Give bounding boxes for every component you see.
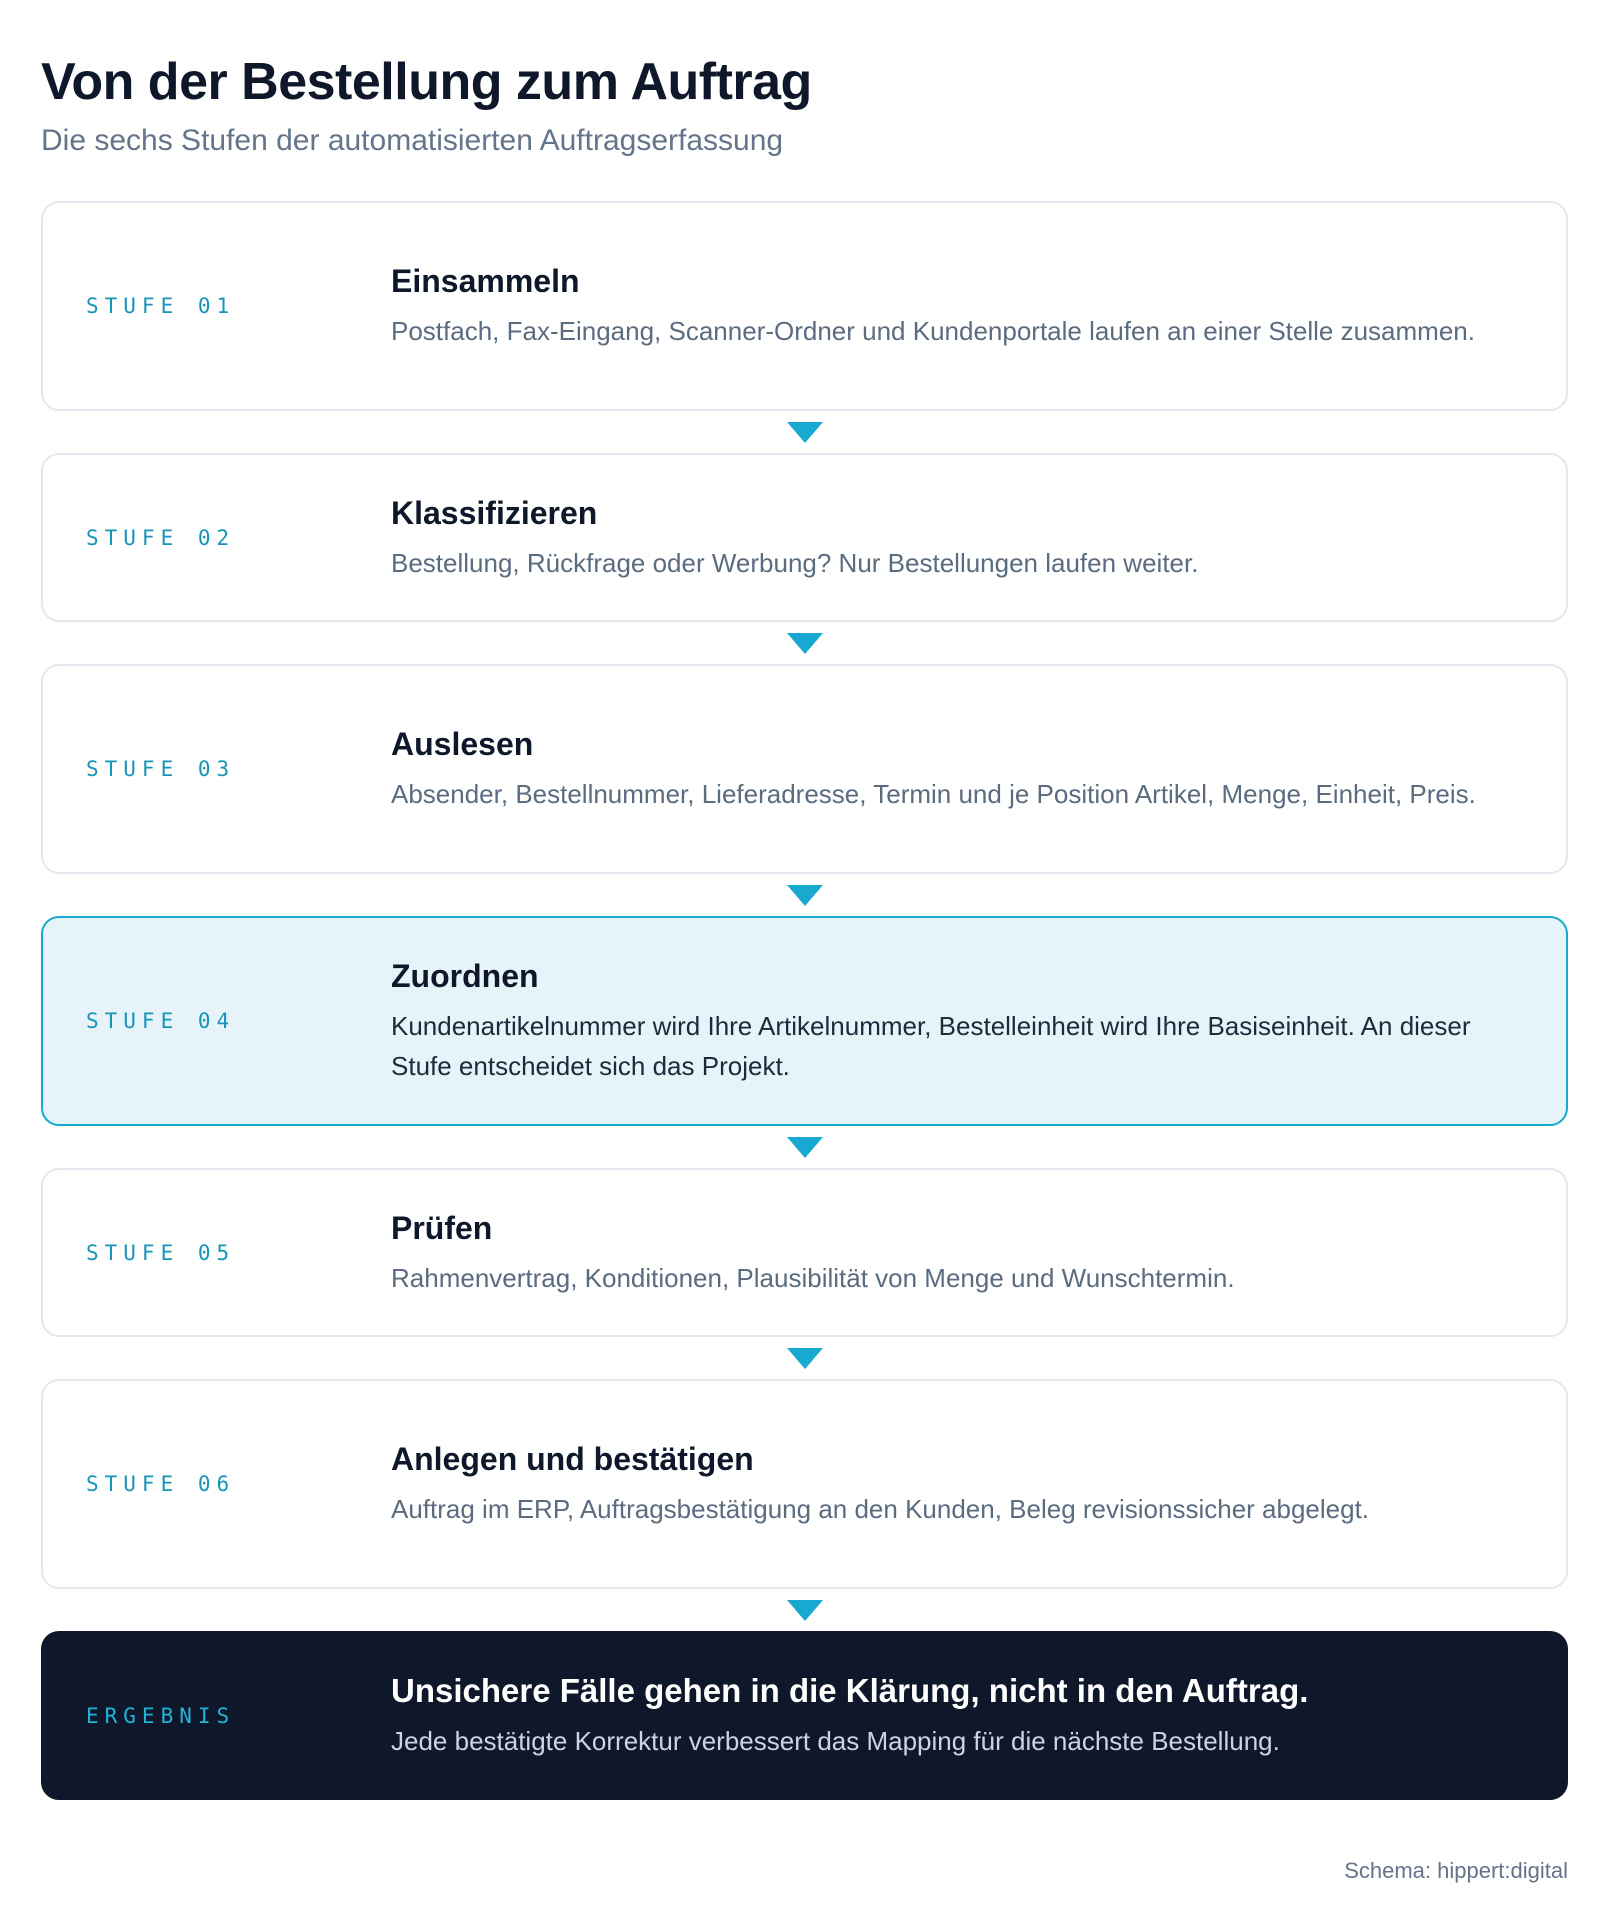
page-subtitle: Die sechs Stufen der automatisierten Auftragserfassung	[41, 124, 784, 157]
step-description: Absender, Bestellnummer, Lieferadresse, Termin und je Position Artikel, Menge, Einheit, Preis.	[391, 779, 1476, 809]
step-connector	[41, 1589, 1568, 1631]
source-credit: Schema: hippert:digital	[1344, 1858, 1568, 1883]
result-card	[41, 1631, 1568, 1800]
step-title: Anlegen und bestätigen	[391, 1441, 754, 1477]
step-label: STUFE 06	[86, 1472, 236, 1496]
step-card-01	[41, 201, 1568, 411]
step-body	[391, 1439, 1506, 1529]
step-title: Auslesen	[391, 726, 534, 762]
arrow-down-icon	[787, 1137, 823, 1158]
step-description: Kundenartikelnummer wird Ihre Artikelnummer, Bestelleinheit wird Ihre Basiseinheit. An dieser Stufe entscheidet sich das Projekt.	[391, 1011, 1471, 1081]
arrow-down-icon	[787, 885, 823, 906]
step-description: Auftrag im ERP, Auftragsbestätigung an den Kunden, Beleg revisionssicher abgelegt.	[391, 1494, 1370, 1524]
step-label: STUFE 02	[86, 525, 236, 550]
step-label: STUFE 05	[86, 1240, 236, 1265]
arrow-down-icon	[787, 633, 823, 654]
step-title: Klassifizieren	[391, 494, 598, 531]
step-card-05	[41, 1168, 1568, 1337]
step-body	[391, 1208, 1506, 1298]
arrow-down-icon	[787, 1600, 823, 1621]
step-description: Bestellung, Rückfrage oder Werbung? Nur Bestellungen laufen weiter.	[391, 547, 1199, 578]
step-title: Einsammeln	[391, 263, 580, 299]
step-body	[391, 956, 1506, 1086]
step-label: STUFE 01	[86, 294, 236, 318]
step-connector	[41, 622, 1568, 664]
arrow-down-icon	[787, 1348, 823, 1369]
step-card-03	[41, 664, 1568, 874]
process-flow	[41, 201, 1568, 1800]
step-label: STUFE 03	[86, 757, 236, 781]
step-card-02	[41, 453, 1568, 622]
result-label: ERGEBNIS	[86, 1703, 236, 1728]
step-body	[391, 261, 1506, 351]
step-connector	[41, 1337, 1568, 1379]
step-connector	[41, 1126, 1568, 1168]
step-card-04-highlighted	[41, 916, 1568, 1126]
page-title: Von der Bestellung zum Auftrag	[41, 53, 812, 111]
step-title: Zuordnen	[391, 958, 539, 994]
result-body	[391, 1671, 1506, 1761]
step-body	[391, 724, 1506, 814]
step-label: STUFE 04	[86, 1009, 236, 1033]
step-description: Postfach, Fax-Eingang, Scanner-Ordner und Kundenportale laufen an einer Stelle zusammen.	[391, 316, 1475, 346]
step-card-06	[41, 1379, 1568, 1589]
step-title: Prüfen	[391, 1209, 493, 1246]
arrow-down-icon	[787, 422, 823, 443]
step-body	[391, 493, 1506, 583]
result-description: Jede bestätigte Korrektur verbessert das Mapping für die nächste Bestellung.	[391, 1725, 1280, 1756]
step-description: Rahmenvertrag, Konditionen, Plausibilität von Menge und Wunschtermin.	[391, 1262, 1235, 1293]
result-title: Unsichere Fälle gehen in die Klärung, nicht in den Auftrag.	[391, 1671, 1309, 1709]
step-connector	[41, 411, 1568, 453]
step-connector	[41, 874, 1568, 916]
